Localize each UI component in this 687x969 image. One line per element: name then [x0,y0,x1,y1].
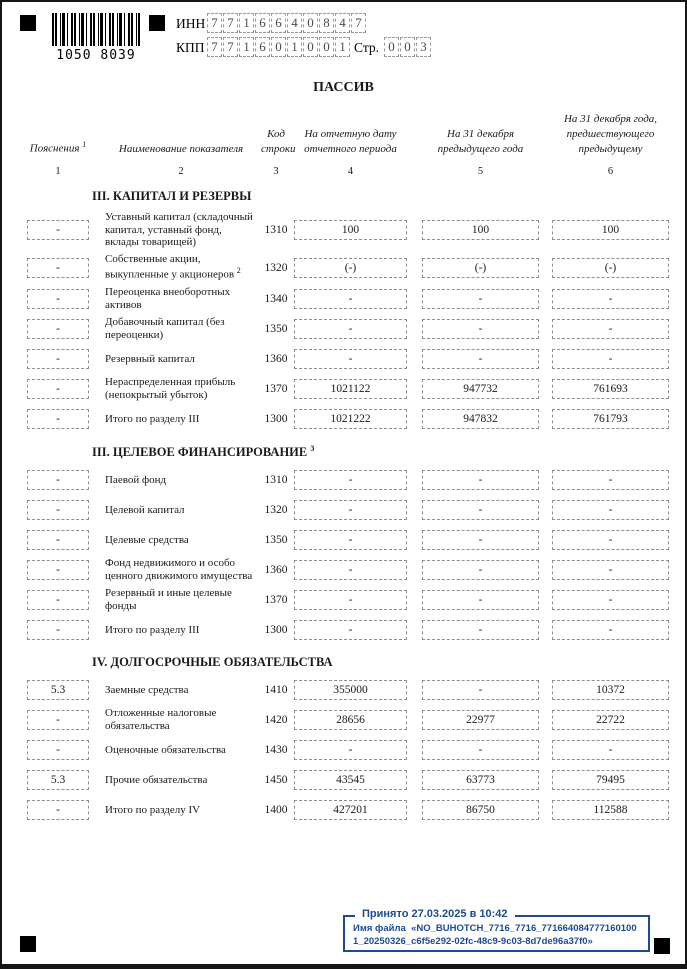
stamp-filename-value: «NO_BUHOTCH_7716_7716_7716640847771601001_20250326_c6f5e292-02fc-48c9-9c03-8d7de96a37f0» [353,923,637,948]
value-current-period: - [294,560,407,580]
row-code: 1420 [264,714,288,727]
row-code: 1320 [264,261,288,274]
row-code: 1350 [264,534,288,547]
table-row [2,406,685,432]
row-code: 1370 [264,383,288,396]
explanation-cell: - [27,590,89,610]
digit-cell: 3 [416,37,431,57]
value-prev-year: 947732 [422,379,539,399]
table-row [2,617,685,643]
explanation-cell: - [27,710,89,730]
indicator-name: Добавочный капитал (без переоценки) [105,316,225,342]
inn-cells [207,13,366,33]
value-current-period: - [294,740,407,760]
value-prev-prev-year: - [552,590,669,610]
column-header: Пояснения $^1$ [29,140,87,155]
value-prev-prev-year: 761793 [552,409,669,429]
explanation-cell: - [27,220,89,240]
indicator-name: Переоценка внеоборотных активов [105,286,231,312]
registration-mark-bottom-left-icon [20,936,36,952]
table-row [2,376,685,402]
registration-mark-bottom-right-icon [654,938,670,954]
value-prev-prev-year: 10372 [552,680,669,700]
form-body [2,2,685,823]
digit-cell: 1 [239,13,254,33]
explanation-cell: - [27,379,89,399]
stamp-filename [345,917,648,949]
column-number: 3 [273,165,279,177]
registration-mark-top-left-icon [20,15,36,31]
value-prev-year: 63773 [422,770,539,790]
value-prev-prev-year: - [552,349,669,369]
value-prev-year: - [422,620,539,640]
table-row [2,587,685,613]
stamp-filename-label: Имя файла [353,923,406,934]
barcode-bars-icon [52,13,140,46]
footnote-marker: 1 [82,140,87,150]
table-row [2,497,685,523]
value-prev-prev-year: - [552,620,669,640]
row-code: 1340 [264,293,288,306]
kpp-cells [207,37,350,57]
digit-cell: 0 [400,37,415,57]
value-prev-prev-year: 100 [552,220,669,240]
table-row [2,527,685,553]
value-prev-year: - [422,740,539,760]
value-prev-prev-year: - [552,319,669,339]
indicator-name: Резервный капитал [105,352,195,365]
indicator-name: Фонд недвижимого и особо ценного движимого имущества [105,557,253,583]
value-prev-year: - [422,470,539,490]
value-prev-year: 86750 [422,800,539,820]
digit-cell: 1 [335,37,350,57]
table-row [2,767,685,793]
digit-cell: 1 [287,37,302,57]
row-code: 1360 [264,564,288,577]
kpp-label: КПП [176,40,205,55]
value-current-period: - [294,349,407,369]
value-current-period: 43545 [294,770,407,790]
value-current-period: - [294,620,407,640]
indicator-name: Заемные средства [105,683,189,696]
digit-cell: 4 [287,13,302,33]
explanation-cell: - [27,409,89,429]
column-number: 1 [55,165,61,177]
row-code: 1450 [264,774,288,787]
indicator-name: Оценочные обязательства [105,743,226,756]
indicator-name: Итого по разделу IV [105,803,201,816]
table-row [2,737,685,763]
value-prev-year: - [422,590,539,610]
column-header: Код строки [261,127,296,155]
explanation-cell: - [27,258,89,278]
column-header: Наименование показателя [118,142,244,155]
table-row [2,346,685,372]
section-title: III. ЦЕЛЕВОЕ ФИНАНСИРОВАНИЕ $^3$ [92,444,315,460]
row-code: 1320 [264,504,288,517]
section-title: IV. ДОЛГОСРОЧНЫЕ ОБЯЗАТЕЛЬСТВА [92,655,333,670]
table-row [2,253,685,282]
column-header: На 31 декабря года, предшествующего предыдущему [563,113,658,155]
column-header: На 31 декабря предыдущего года [437,127,524,155]
value-prev-prev-year: 22722 [552,710,669,730]
digit-cell: 1 [239,37,254,57]
table-sections [2,189,685,824]
indicator-name: Целевой капитал [105,503,185,516]
row-code: 1410 [264,684,288,697]
value-current-period: - [294,530,407,550]
value-prev-prev-year: (-) [552,258,669,278]
table-row [2,797,685,823]
explanation-cell: - [27,560,89,580]
acceptance-stamp [343,908,650,952]
indicator-name: Прочие обязательства [105,773,208,786]
value-prev-prev-year: - [552,289,669,309]
table-row [2,707,685,733]
page-title: ПАССИВ [313,80,374,95]
row-code: 1350 [264,323,288,336]
indicator-name: Отложенные налоговые обязательства [105,707,217,733]
table-row [2,677,685,703]
table-row [2,316,685,342]
indicator-name: Резервный и иные целевые фонды [105,587,232,613]
digit-cell: 8 [319,13,334,33]
value-prev-prev-year: - [552,740,669,760]
row-code: 1400 [264,804,288,817]
value-current-period: - [294,470,407,490]
table-header-row [2,112,685,157]
value-prev-prev-year: - [552,560,669,580]
indicator-name: Паевой фонд [105,473,167,486]
row-code: 1310 [264,223,288,236]
value-current-period: 1021122 [294,379,407,399]
value-current-period: - [294,590,407,610]
column-number: 2 [178,165,184,177]
explanation-cell: - [27,620,89,640]
row-code: 1300 [264,413,288,426]
digit-cell: 4 [335,13,350,33]
value-current-period: 355000 [294,680,407,700]
column-number: 4 [347,165,354,177]
digit-cell: 0 [303,37,318,57]
row-code: 1310 [264,474,288,487]
value-prev-year: - [422,349,539,369]
explanation-cell: - [27,740,89,760]
value-prev-year: - [422,680,539,700]
value-current-period: 28656 [294,710,407,730]
footnote-marker: 2 [236,266,241,276]
digit-cell: 7 [207,13,222,33]
indicator-name: Уставный капитал (складочный капитал, уставный фонд, вклады товарищей) [105,210,253,249]
digit-cell: 7 [207,37,222,57]
table-row [2,557,685,583]
row-code: 1360 [264,353,288,366]
value-prev-year: 100 [422,220,539,240]
explanation-cell: - [27,500,89,520]
table-row [2,211,685,250]
digit-cell: 6 [255,13,270,33]
row-code: 1430 [264,744,288,757]
explanation-cell: 5.3 [27,680,89,700]
row-code: 1370 [264,594,288,607]
value-current-period: - [294,289,407,309]
table-row [2,467,685,493]
registration-mark-top-middle-icon [149,15,165,31]
value-current-period: - [294,500,407,520]
value-prev-prev-year: 112588 [552,800,669,820]
value-current-period: 1021222 [294,409,407,429]
digit-cell: 6 [271,13,286,33]
digit-cell: 7 [351,13,366,33]
value-prev-year: - [422,500,539,520]
value-prev-prev-year: - [552,500,669,520]
value-prev-year: 947832 [422,409,539,429]
digit-cell: 6 [255,37,270,57]
value-prev-year: - [422,530,539,550]
page-number-cells [384,37,431,57]
explanation-cell: 5.3 [27,770,89,790]
explanation-cell: - [27,470,89,490]
value-current-period: 100 [294,220,407,240]
column-number: 5 [477,165,484,177]
explanation-cell: - [27,530,89,550]
page-number-label: Стр. [354,40,380,55]
value-current-period: (-) [294,258,407,278]
digit-cell: 0 [384,37,399,57]
section-title: III. КАПИТАЛ И РЕЗЕРВЫ [92,188,252,203]
value-prev-year: - [422,289,539,309]
value-prev-prev-year: - [552,530,669,550]
inn-label: ИНН [176,16,206,31]
value-prev-year: 22977 [422,710,539,730]
value-prev-year: - [422,560,539,580]
stamp-accepted-date: Принято 27.03.2025 в 10:42 [355,908,515,920]
digit-cell: 7 [223,37,238,57]
explanation-cell: - [27,800,89,820]
table-row [2,286,685,312]
row-code: 1300 [264,624,288,637]
indicator-name: Итого по разделу III [105,412,200,425]
explanation-cell: - [27,349,89,369]
explanation-cell: - [27,289,89,309]
indicator-name: Итого по разделу III [105,623,200,636]
indicator-name: Собственные акции, выкупленные у акционеров $^2$ [105,253,241,282]
digit-cell: 0 [319,37,334,57]
value-prev-year: - [422,319,539,339]
value-prev-year: (-) [422,258,539,278]
value-prev-prev-year: 761693 [552,379,669,399]
value-prev-prev-year: 79495 [552,770,669,790]
indicator-name: Нераспределенная прибыль (непокрытый убыток) [105,376,236,402]
indicator-name: Целевые средства [105,533,189,546]
column-numbers-row [2,166,685,177]
digit-cell: 7 [223,13,238,33]
digit-cell: 0 [303,13,318,33]
barcode [52,13,140,64]
column-header: На отчетную дату отчетного периода [304,127,397,155]
digit-cell: 0 [271,37,286,57]
column-number: 6 [607,165,614,177]
value-current-period: 427201 [294,800,407,820]
footnote-marker: 3 [310,444,315,454]
value-current-period: - [294,319,407,339]
value-prev-prev-year: - [552,470,669,490]
barcode-number: 1050 8039 [56,48,136,63]
explanation-cell: - [27,319,89,339]
